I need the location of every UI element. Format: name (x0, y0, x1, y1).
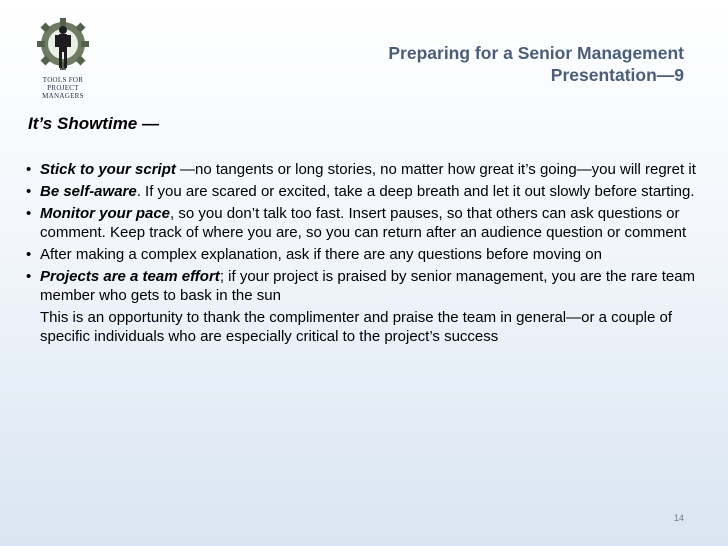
section-heading: It’s Showtime — (28, 114, 159, 133)
bullet-dot: • (26, 205, 32, 222)
bullet-dot: • (26, 183, 32, 200)
gear-person-icon (28, 14, 98, 76)
bullet-item (26, 204, 706, 242)
bullet-text: , so you don’t talk too fast. Insert pauses, so that others can ask questions or comment. Keep track of where you are, so you can return after an audience question or comment (40, 205, 687, 241)
bullet-text: After making a complex explanation, ask if there are any questions before moving on (40, 246, 602, 263)
logo-caption-line1: TOOLS FOR (42, 76, 84, 84)
bullet-item (26, 245, 706, 264)
logo-caption-line2: PROJECT MANAGERS (42, 84, 84, 100)
slide-title-line1: Preparing for a Senior Management (388, 43, 684, 63)
tools-for-project-managers-logo (28, 14, 98, 100)
bullet-lead: Projects are a team effort (40, 268, 220, 285)
bullet-lead: Stick to your script (40, 161, 176, 178)
bullet-dot: • (26, 161, 32, 178)
continuation-paragraph (26, 308, 706, 346)
continuation-text: This is an opportunity to thank the complimenter and praise the team in general—or a couple of specific individuals who are especially critical to the project’s success (40, 309, 673, 345)
bullet-lead: Be self-aware (40, 183, 137, 200)
bullet-dot: • (26, 246, 32, 263)
bullet-dot: • (26, 268, 32, 285)
slide-title (264, 42, 684, 86)
bullet-lead: Monitor your pace (40, 205, 171, 222)
bullet-item (26, 160, 706, 179)
slide-title-line2: Presentation—9 (550, 65, 684, 85)
bullet-item (26, 182, 706, 201)
page-number: 14 (673, 513, 684, 523)
bullet-item (26, 267, 706, 305)
logo-caption (30, 76, 96, 100)
bullet-list (26, 160, 706, 349)
bullet-text: —no tangents or long stories, no matter how great it’s going—you will regret it (175, 161, 696, 178)
bullet-text: . If you are scared or excited, take a deep breath and let it out slowly before starting. (136, 183, 695, 200)
bullet-text: ; if your project is praised by senior management, you are the rare team member who gets to bask in the sun (40, 268, 696, 304)
